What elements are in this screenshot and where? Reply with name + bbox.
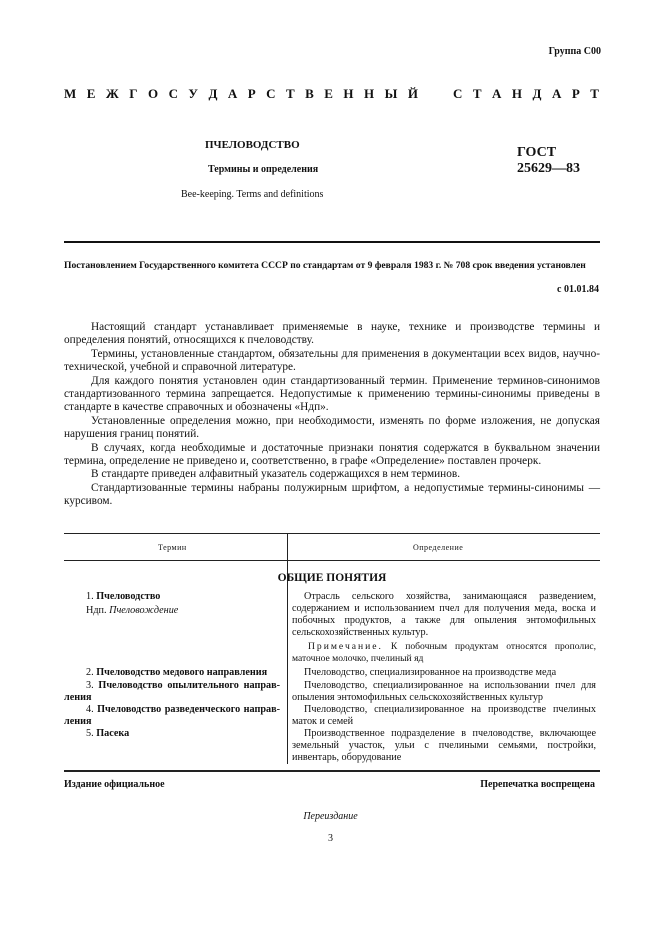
term-entry <box>64 704 282 728</box>
term-name: Пчеловодство медового направления <box>96 667 268 678</box>
standard-title: ПЧЕЛОВОДСТВО <box>205 139 300 151</box>
note-label: Примечание. <box>308 641 383 652</box>
effective-date: с 01.01.84 <box>557 284 599 295</box>
banner-standard-letter: С <box>453 86 463 101</box>
banner-standard-letter: А <box>492 86 502 101</box>
gost-label: ГОСТ <box>517 145 557 160</box>
intro-paragraph: Установленные определения можно, при необходимости, изменять по форме изложения, не допуская нарушения границ понятий. <box>64 414 600 441</box>
reissue-note: Переиздание <box>303 811 358 822</box>
table-header-rule <box>64 560 600 561</box>
banner-standard-letter: Т <box>472 86 482 101</box>
introduction <box>64 321 600 509</box>
term-definition: Отрасль сельского хозяйства, занимающаяся разведением, содержанием и использованием пчел для получения меда, воска и побочных продуктов, а также для опыления энтомофильных сельскохозяйственных культур. <box>292 591 596 638</box>
column-header-term: Термин <box>158 543 187 552</box>
note-text: К побочным продуктам относятся прополис, маточное молочко, пчелиный яд <box>292 641 596 664</box>
banner-interstate-letter: С <box>168 86 178 101</box>
term-entry <box>64 680 282 704</box>
banner-standard-letter: А <box>551 86 562 101</box>
term-entry <box>64 591 282 617</box>
reprint-prohibited: Перепечатка воспрещена <box>480 779 595 790</box>
intro-paragraph: Для каждого понятия установлен один стандартизованный термин. Применение терминов-синонимов стандартизованного термина запрещается. Недопустимые к применению термины-синонимы приведены в стандарте в качестве справочных и обозначены «Ндп». <box>64 374 600 414</box>
table-column-divider <box>287 533 288 764</box>
term-number: 5. <box>86 728 94 739</box>
banner-interstate-letter: Д <box>208 86 218 101</box>
intro-paragraph: В случаях, когда необходимые и достаточные признаки понятия содержатся в буквальном значении термина, определение не приведено и, соответственно, в графе «Определение» поставлен прочерк. <box>64 441 600 468</box>
term-number: 3. <box>86 680 94 691</box>
group-code: Группа С00 <box>548 46 601 57</box>
term-number: 2. <box>86 667 94 678</box>
standard-banner <box>64 86 599 102</box>
term-name: Пчеловодство <box>96 591 161 602</box>
term-definition: Пчеловодство, специализированное на использовании пчел для опыления энтомофильных сельскохозяйственных культур <box>292 680 596 703</box>
column-header-definition: Определение <box>413 543 464 552</box>
banner-interstate-letter: А <box>227 86 238 101</box>
standard-english-title: Bee-keeping. Terms and definitions <box>181 189 324 200</box>
decree-text: Постановлением Государственного комитета СССР по стандартам от 9 февраля 1983 г. № 708 срок введения установлен <box>64 260 586 271</box>
term-entry <box>64 728 282 740</box>
banner-interstate-letter: Ы <box>384 86 398 101</box>
table-bottom-rule <box>64 770 600 772</box>
gost-designation <box>517 145 580 177</box>
banner-interstate-letter: Е <box>324 86 333 101</box>
banner-interstate-letter: Е <box>86 86 96 101</box>
banner-interstate-letter: Н <box>343 86 354 101</box>
section-heading: ОБЩИЕ ПОНЯТИЯ <box>277 572 387 584</box>
term-definition: Пчеловодство, специализированное на производстве пчелиных маток и семей <box>292 704 596 727</box>
term-definition: Производственное подразделение в пчеловодстве, включающее земельный участок, ульи с пчелиными семьями, постройки, инвентарь, оборудование <box>292 728 596 763</box>
term-note <box>292 641 596 665</box>
banner-interstate-letter: Г <box>129 86 138 101</box>
banner-interstate-letter: Й <box>407 86 418 101</box>
banner-interstate-letter: Р <box>247 86 256 101</box>
intro-paragraph: Стандартизованные термины набраны полужирным шрифтом, а недопустимые термины-синонимы — курсивом. <box>64 481 600 508</box>
term-name: Пчеловодство разведенческого направ- <box>97 704 280 715</box>
intro-paragraph: В стандарте приведен алфавитный указатель содержащихся в нем терминов. <box>91 468 461 481</box>
banner-interstate-letter: С <box>266 86 276 101</box>
intro-paragraph: Термины, установленные стандартом, обязательны для применения в документации всех видов, научно-технической, учебной и справочной литературе. <box>64 347 600 374</box>
banner-interstate-letter: Н <box>364 86 375 101</box>
banner-interstate-letter: Т <box>286 86 295 101</box>
standard-subtitle: Термины и определения <box>208 164 319 175</box>
banner-standard-letter: Д <box>532 86 542 101</box>
header-divider <box>64 241 600 243</box>
official-edition: Издание официальное <box>64 779 165 790</box>
term-name: Пасека <box>96 728 130 739</box>
banner-standard-letter: Р <box>571 86 580 101</box>
ndp-synonym: Пчеловождение <box>109 605 179 616</box>
banner-standard-letter: Н <box>511 86 523 101</box>
banner-interstate-letter: М <box>64 86 77 101</box>
term-entry <box>64 667 282 679</box>
banner-interstate-letter: У <box>188 86 198 101</box>
banner-interstate-letter: В <box>305 86 314 101</box>
term-definition: Пчеловодство, специализированное на производстве меда <box>304 667 557 678</box>
term-number: 1. <box>86 591 94 602</box>
intro-paragraph: Настоящий стандарт устанавливает применяемые в науке, технике и производстве термины и определения понятий, относящихся к пчеловодству. <box>64 321 600 347</box>
ndp-label: Ндп. <box>86 605 107 616</box>
banner-interstate <box>64 86 418 102</box>
banner-standard-letter: Т <box>590 86 599 101</box>
term-name: Пчеловодство опылительного направ- <box>98 680 280 691</box>
banner-standard <box>453 86 599 102</box>
banner-interstate-letter: Ж <box>105 86 119 101</box>
banner-interstate-letter: О <box>147 86 159 101</box>
page-number: 3 <box>328 833 333 844</box>
term-number: 4. <box>86 704 94 715</box>
term-name-continued: ления <box>64 716 92 727</box>
term-name-continued: ления <box>64 692 92 703</box>
gost-number: 25629—83 <box>517 161 580 176</box>
table-top-rule <box>64 533 600 534</box>
